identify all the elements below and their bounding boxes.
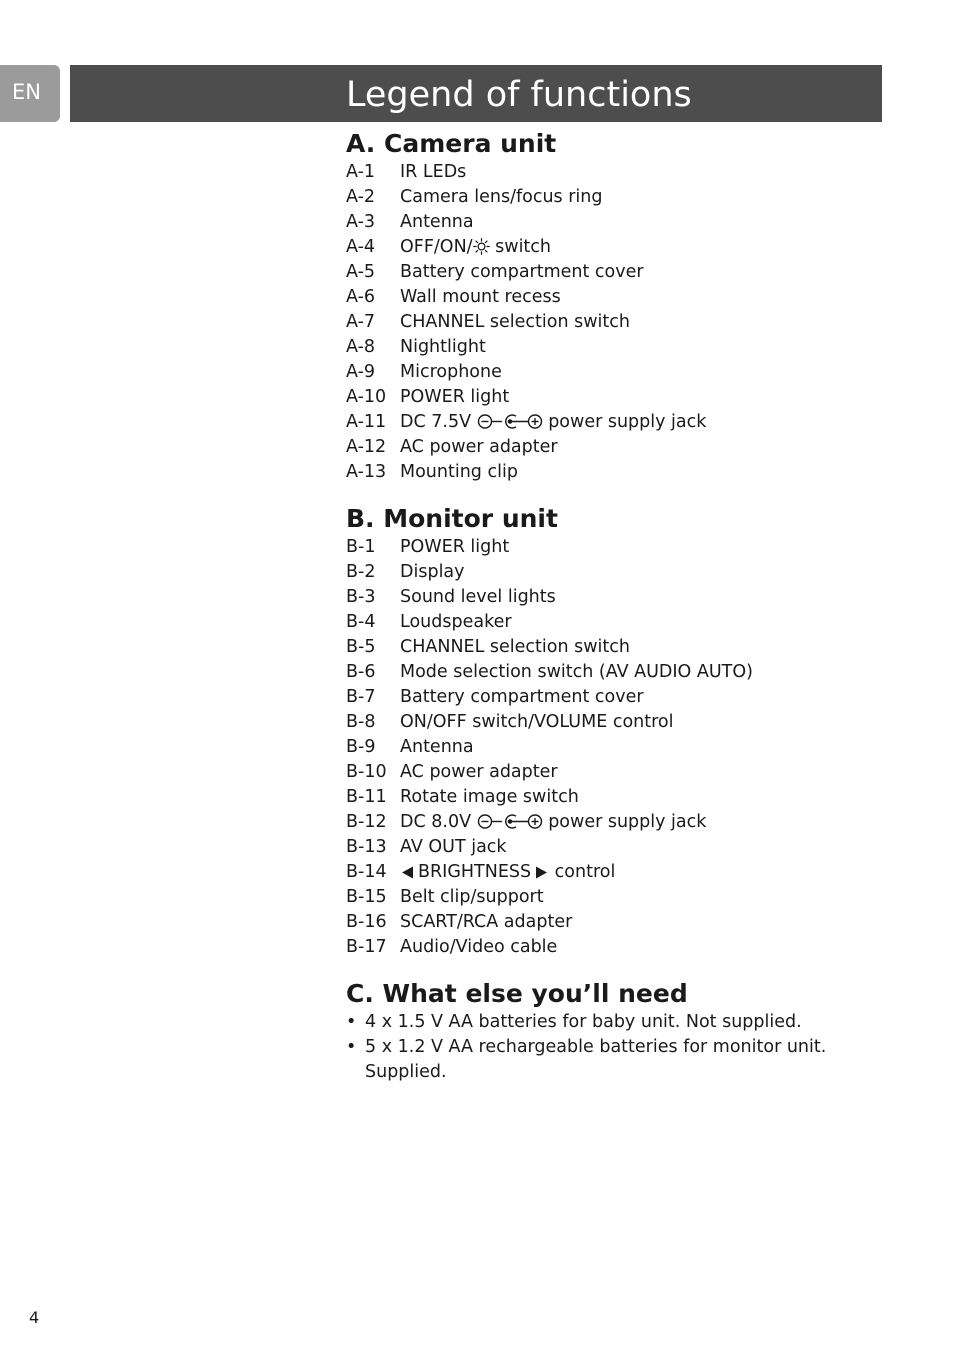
item-label: AC power adapter (400, 437, 558, 457)
item-code: B-13 (346, 837, 387, 857)
item-label: Mounting clip (400, 462, 518, 482)
bullet-dot: • (346, 1037, 357, 1057)
list-item (346, 885, 866, 910)
list-item (346, 460, 866, 485)
item-code: B-15 (346, 887, 387, 907)
item-label: IR LEDs (400, 162, 467, 182)
item-code: A-12 (346, 437, 387, 457)
section-heading-monitor: B. Monitor unit (346, 504, 558, 533)
item-text: 5 x 1.2 V AA rechargeable batteries for monitor unit. Supplied. (365, 1037, 827, 1082)
item-text: 4 x 1.5 V AA batteries for baby unit. Not supplied. (365, 1012, 802, 1032)
item-code: A-13 (346, 462, 387, 482)
list-item (346, 735, 866, 760)
item-code: B-2 (346, 562, 376, 582)
list-item (346, 285, 866, 310)
item-label: DC 8.0V power supply jack (400, 812, 707, 832)
item-label: Loudspeaker (400, 612, 512, 632)
item-label: Belt clip/support (400, 887, 544, 907)
item-label: Camera lens/focus ring (400, 187, 603, 207)
monitor-items-list (346, 535, 866, 960)
item-label: Nightlight (400, 337, 486, 357)
item-code: A-1 (346, 162, 376, 182)
item-code: B-14 (346, 862, 387, 882)
item-code: A-2 (346, 187, 376, 207)
item-code: A-8 (346, 337, 376, 357)
list-item (346, 635, 866, 660)
triangle-left-icon (400, 865, 418, 880)
item-label: Rotate image switch (400, 787, 579, 807)
item-label: Audio/Video cable (400, 937, 558, 957)
item-label: SCART/RCA adapter (400, 912, 573, 932)
item-code: B-7 (346, 687, 376, 707)
item-code: A-3 (346, 212, 376, 232)
item-code: A-5 (346, 262, 376, 282)
list-item (346, 360, 866, 385)
item-code: B-4 (346, 612, 376, 632)
list-item (346, 1010, 866, 1035)
legend-content (346, 128, 866, 1085)
item-label: AC power adapter (400, 762, 558, 782)
item-code: B-6 (346, 662, 376, 682)
extras-list (346, 1010, 866, 1085)
dc-polarity-icon (477, 813, 543, 830)
page-number: 4 (29, 1308, 40, 1327)
item-label: Antenna (400, 212, 474, 232)
list-item (346, 810, 866, 835)
list-item (346, 560, 866, 585)
item-label: AV OUT jack (400, 837, 507, 857)
item-label: Microphone (400, 362, 502, 382)
item-label: Sound level lights (400, 587, 556, 607)
item-label: ON/OFF switch/VOLUME control (400, 712, 674, 732)
list-item (346, 310, 866, 335)
item-label: POWER light (400, 537, 510, 557)
list-item (346, 760, 866, 785)
header-bar (70, 65, 882, 122)
camera-items-list (346, 160, 866, 485)
page-title: Legend of functions (346, 75, 692, 115)
list-item (346, 910, 866, 935)
list-item (346, 335, 866, 360)
item-label: CHANNEL selection switch (400, 312, 630, 332)
item-label: CHANNEL selection switch (400, 637, 630, 657)
list-item (346, 585, 866, 610)
list-item (346, 1035, 866, 1085)
list-item (346, 660, 866, 685)
list-item (346, 235, 866, 260)
list-item (346, 685, 866, 710)
dc-polarity-icon (477, 413, 543, 430)
list-item (346, 260, 866, 285)
item-code: A-7 (346, 312, 376, 332)
bullet-dot: • (346, 1012, 357, 1032)
list-item (346, 410, 866, 435)
item-code: B-1 (346, 537, 376, 557)
item-code: B-3 (346, 587, 376, 607)
item-code: B-10 (346, 762, 387, 782)
item-label: Mode selection switch (AV AUDIO AUTO) (400, 662, 753, 682)
list-item (346, 860, 866, 885)
item-label: BRIGHTNESS control (400, 860, 615, 885)
list-item (346, 210, 866, 235)
list-item (346, 385, 866, 410)
item-label: Battery compartment cover (400, 687, 644, 707)
item-label: POWER light (400, 387, 510, 407)
triangle-right-icon (531, 865, 549, 880)
item-label: Wall mount recess (400, 287, 561, 307)
item-code: B-5 (346, 637, 376, 657)
list-item (346, 935, 866, 960)
item-label: DC 7.5V power supply jack (400, 412, 707, 432)
item-label: Antenna (400, 737, 474, 757)
item-label: Battery compartment cover (400, 262, 644, 282)
item-code: B-17 (346, 937, 387, 957)
item-code: A-4 (346, 237, 376, 257)
list-item (346, 610, 866, 635)
sun-icon (473, 238, 490, 255)
item-code: A-9 (346, 362, 376, 382)
item-code: B-16 (346, 912, 387, 932)
item-code: A-11 (346, 412, 387, 432)
section-heading-camera: A. Camera unit (346, 129, 557, 158)
list-item (346, 710, 866, 735)
item-code: B-8 (346, 712, 376, 732)
list-item (346, 435, 866, 460)
list-item (346, 835, 866, 860)
list-item (346, 785, 866, 810)
item-label: Display (400, 562, 465, 582)
item-label: OFF/ON/ switch (400, 237, 552, 257)
item-code: B-11 (346, 787, 387, 807)
list-item (346, 535, 866, 560)
list-item (346, 160, 866, 185)
item-code: A-6 (346, 287, 376, 307)
section-heading-extras: C. What else you’ll need (346, 979, 688, 1008)
list-item (346, 185, 866, 210)
item-code: B-9 (346, 737, 376, 757)
item-code: B-12 (346, 812, 387, 832)
item-code: A-10 (346, 387, 387, 407)
language-tab: EN (0, 65, 60, 122)
